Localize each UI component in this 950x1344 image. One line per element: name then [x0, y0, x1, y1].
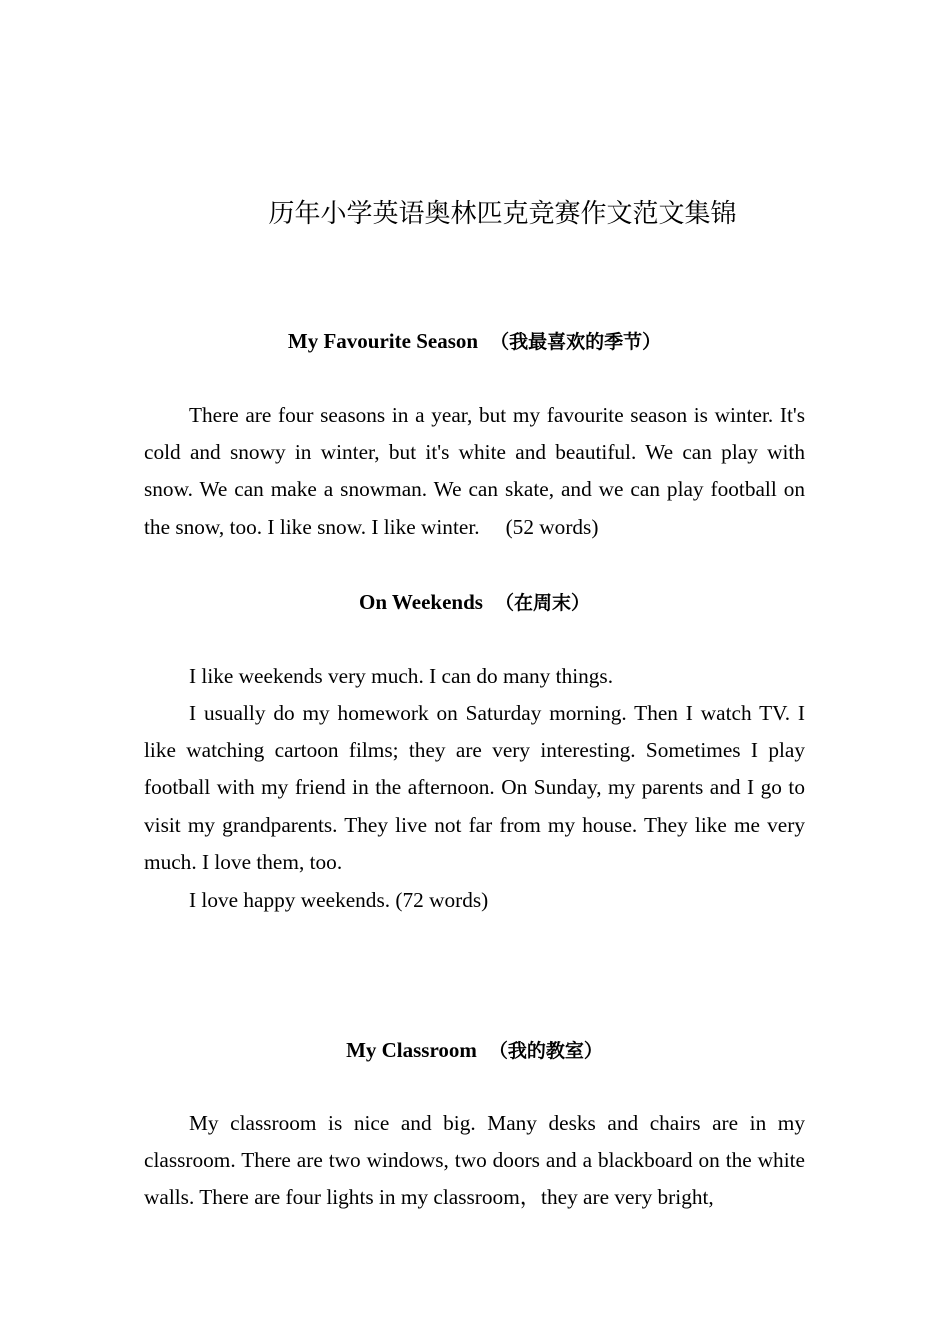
section-heading-en: My Classroom: [346, 1038, 477, 1062]
paragraph-weekends-2: I usually do my homework on Saturday morning. Then I watch TV. I like watching cartoon films; they are very interesting. Sometimes I play football with my friend in the afternoon. On Sunday, my parents and I go to visit my grandparents. They live not far from my house. They like me very much. I love them, too.: [144, 701, 805, 874]
section-heading-on-weekends: [144, 587, 805, 618]
section-heading-favourite-season: [144, 326, 805, 357]
word-count: (52 words): [505, 514, 599, 539]
section-heading-cn: （我的教室）: [488, 1040, 603, 1062]
paragraph-text: There are four seasons in a year, but my favourite season is winter. It's cold and snowy in winter, but it's white and beautiful. We can play with snow. We can make a snowman. We can skate, and we can play football on the snow, too. I like snow. I like winter.: [144, 403, 805, 539]
paragraph-classroom: My classroom is nice and big. Many desks and chairs are in my classroom. There are two windows, two doors and a blackboard on the white walls. There are four lights in my classroom，they are very bright,: [144, 1111, 805, 1210]
section-heading-en: On Weekends: [359, 590, 483, 614]
section-heading-my-classroom: [144, 1035, 805, 1066]
section-heading-cn: （在周末）: [494, 592, 590, 614]
paragraph-favourite-season: [144, 397, 805, 546]
document-title: 历年小学英语奥林匹克竞赛作文范文集锦: [268, 199, 737, 229]
paragraph-weekends-1: I like weekends very much. I can do many things.: [189, 664, 614, 688]
section-heading-en: My Favourite Season: [287, 329, 479, 353]
section-heading-cn: （我最喜欢的季节）: [490, 331, 662, 353]
paragraph-weekends-3: I love happy weekends. (72 words): [189, 888, 489, 912]
